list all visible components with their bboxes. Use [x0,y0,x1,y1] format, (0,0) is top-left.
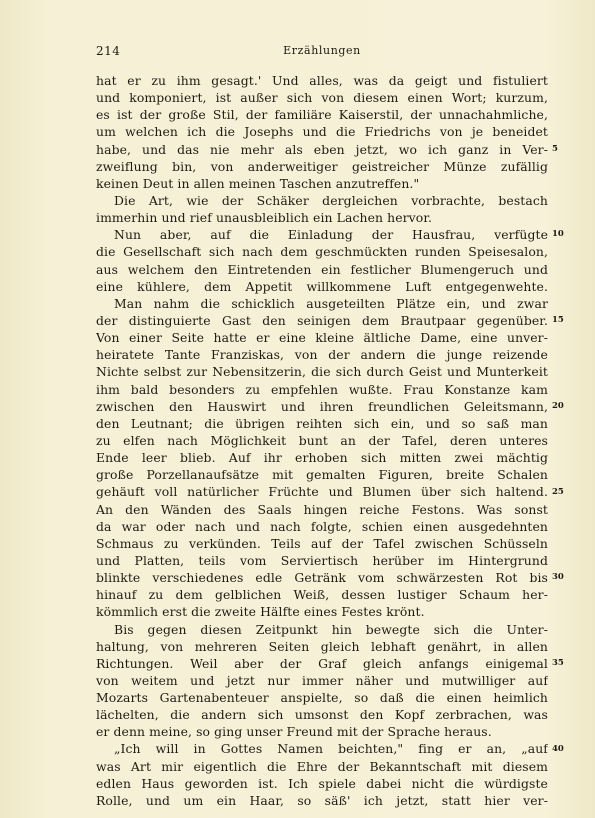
text-line: Man nahm die schicklich ausgeteilten Plätze ein, und zwar [114,295,548,311]
text-line: Ende leer blieb. Auf ihr erhoben sich mitten zwei mächtig [96,450,548,466]
line-number: 30 [552,572,564,583]
text-line: und komponiert, ist außer sich von diesem einen Wort; kurzum, [96,90,548,106]
line-number: 25 [552,486,564,497]
line-number: 10 [552,229,564,240]
line-number: 20 [552,400,564,411]
text-line: da war oder nach und nach folgte, schien einen ausgedehnten [96,518,548,534]
text-line: hinauf zu dem gelblichen Weiß, dessen lustiger Schaum her- [96,587,548,603]
text-line: die Gesellschaft sich nach dem geschmückten runden Speisesalon, [96,244,548,260]
line-number: 35 [552,658,564,669]
text-line: lächelten, die andern sich umsonst den Kopf zerbrachen, was [96,707,548,723]
body-text [96,72,548,809]
page-header [96,44,548,62]
text-line: es ist der große Stil, der familiäre Kaiserstil, der unnachahmliche, [96,107,548,123]
text-line: gehäuft voll natürlicher Früchte und Blumen über sich haltend. [96,484,548,500]
text-line: blinkte verschiedenes edle Getränk vom schwärzesten Rot bis [96,570,548,586]
running-head: Erzählungen [283,44,361,57]
text-line: was Art mir eigentlich die Ehre der Bekanntschaft mit diesem [96,758,548,774]
text-line: und Platten, teils vom Serviertisch herüber im Hintergrund [96,552,548,568]
text-line: zu elfen nach Möglichkeit bunt an der Tafel, deren unteres [96,432,548,448]
line-number: 15 [552,315,564,326]
text-line: Die Art, wie der Schäker dergleichen vorbrachte, bestach [114,192,548,208]
text-line: Mozarts Gartenabenteuer anspielte, so daß die einen heimlich [96,690,548,706]
line-number: 5 [552,143,558,154]
text-line: Bis gegen diesen Zeitpunkt hin bewegte sich die Unter- [114,621,548,637]
text-line: ihm bald besonders zu empfehlen wußte. Frau Konstanze kam [96,381,548,397]
line-number: 40 [552,743,564,754]
text-line: um welchen ich die Josephs und die Friedrichs von je beneidet [96,124,548,140]
text-line: Nichte selbst zur Nebensitzerin, die sich durch Geist und Munterkeit [96,364,548,380]
page-number: 214 [96,44,121,58]
text-line: Richtungen. Weil aber der Graf gleich anfangs einigemal [96,655,548,671]
text-line: haltung, von mehreren Seiten gleich lebhaft genährt, in allen [96,638,548,654]
text-line: eine kühlere, dem Appetit willkommene Luft entgegenwehte. [96,278,548,294]
text-line: keinen Deut in allen meinen Taschen anzutreffen." [96,175,420,191]
text-line: große Porzellanaufsätze mit gemalten Figuren, breite Schalen [96,467,548,483]
text-line: habe, und das nie mehr als eben jetzt, wo ich ganz in Ver- [96,141,548,157]
text-line: immerhin und rief unausbleiblich ein Lachen hervor. [96,210,433,226]
text-line: Von einer Seite hatte er eine kleine ältliche Dame, eine unver- [96,330,548,346]
text-line: hat er zu ihm gesagt.' Und alles, was da geigt und fistuliert [96,73,548,88]
text-line: edlen Haus geworden ist. Ich spiele dabei nicht die würdigste [96,775,548,791]
text-line: Nun aber, auf die Einladung der Hausfrau, verfügte [114,227,548,243]
text-line: von weitem und jetzt nur immer näher und mutwilliger auf [96,672,548,688]
text-line: Rolle, und um ein Haar, so säß' ich jetzt, statt hier ver- [96,792,548,808]
text-line: kömmlich erst die zweite Hälfte eines Festes krönt. [96,604,425,620]
text-line: An den Wänden des Saals hingen reiche Festons. Was sonst [96,501,548,517]
text-line: der distinguierte Gast den seinigen dem Brautpaar gegenüber. [96,312,548,328]
text-line: er denn meine, so ging unser Freund mit der Sprache heraus. [96,724,492,740]
text-line: aus welchem den Eintretenden ein festlicher Blumengeruch und [96,261,548,277]
text-line: heiratete Tante Franziskas, von der andern die junge reizende [96,347,548,363]
text-line: zweiflung bin, von anderweitiger geistreicher Münze zufällig [96,158,548,174]
text-line: Schmaus zu verkünden. Teils auf der Tafel zwischen Schüsseln [96,535,548,551]
text-line: „Ich will in Gottes Namen beichten," fing er an, „auf [114,741,548,757]
text-line: zwischen den Hauswirt und ihren freundlichen Geleitsmann, [96,398,548,414]
text-line: den Leutnant; die übrigen reihten sich ein, und so saß man [96,415,548,431]
